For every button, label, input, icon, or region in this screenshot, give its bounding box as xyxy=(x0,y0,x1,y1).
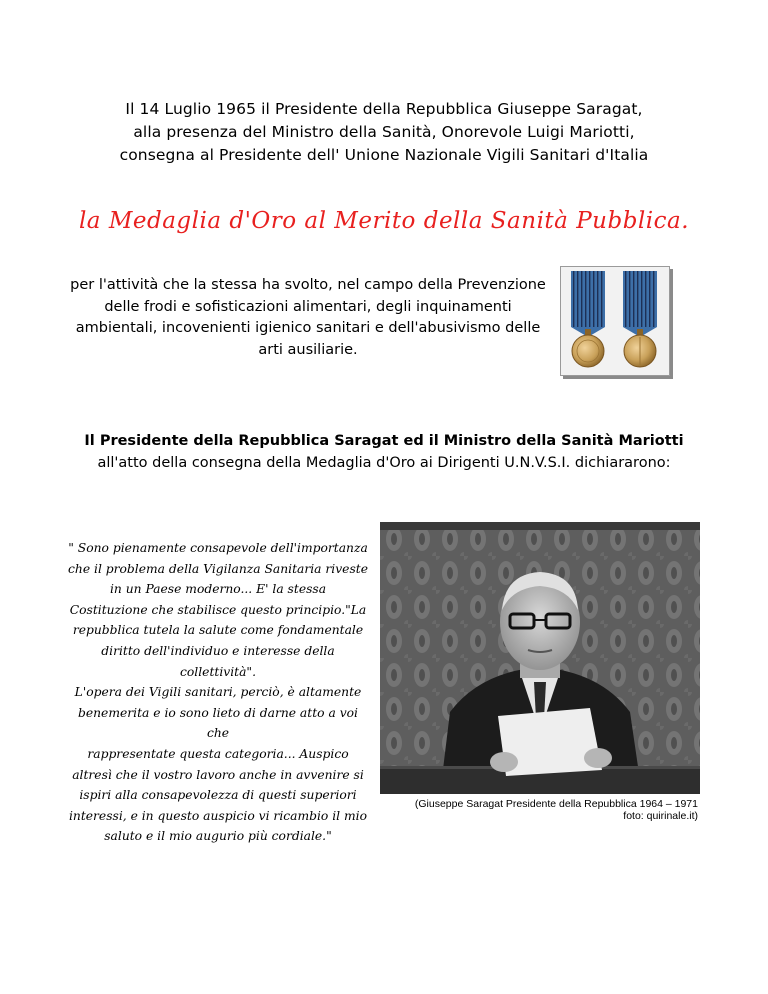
portrait-photo-icon xyxy=(380,522,700,794)
quote-line: interessi, e in questo auspicio vi ricambio il mio xyxy=(68,808,368,823)
statement-line: all'atto della consegna della Medaglia d'Oro ai Dirigenti U.N.V.S.I. dichiararono: xyxy=(97,455,671,471)
quote-line: ispiri alla consapevolezza di questi superiori xyxy=(79,788,357,803)
quote-line: repubblica tutela la salute come fondamentale xyxy=(72,623,364,638)
medal-headline: la Medaglia d'Oro al Merito della Sanità Pubblica. xyxy=(78,208,690,234)
saragat-photo xyxy=(380,522,700,794)
quote-line: Costituzione che stabilisce questo principio."La xyxy=(69,602,367,617)
intro-line: Il 14 Luglio 1965 il Presidente della Repubblica Giuseppe Saragat, xyxy=(125,100,643,118)
statement-bold-line: Il Presidente della Repubblica Saragat ed il Ministro della Sanità Mariotti xyxy=(84,433,684,449)
reason-line: delle frodi e sofisticazioni alimentari, degli inquinamenti xyxy=(104,298,512,315)
saragat-quote xyxy=(68,538,368,847)
quote-line: altresì che il vostro lavoro anche in avvenire si xyxy=(72,767,364,782)
quote-line: in un Paese moderno... E' la stessa xyxy=(109,582,327,597)
quote-line: " Sono pienamente consapevole dell'importanza xyxy=(68,541,368,555)
quote-line: rappresentate questa categoria... Auspico xyxy=(87,746,349,761)
quote-line: che il problema della Vigilanza Sanitaria riveste xyxy=(68,561,368,576)
reason-line: per l'attività che la stessa ha svolto, nel campo della Prevenzione xyxy=(70,277,546,293)
statement-paragraph xyxy=(60,430,708,474)
reason-line: ambientali, incovenienti igienico sanitari e dell'abusivismo delle xyxy=(75,320,541,336)
caption-credit: foto: quirinale.it) xyxy=(623,810,698,822)
intro-line: alla presenza del Ministro della Sanità, Onorevole Luigi Mariotti, xyxy=(133,123,635,141)
medal-image xyxy=(560,266,670,376)
quote-line: diritto dell'individuo e interesse della collettività". xyxy=(101,643,335,679)
reason-paragraph xyxy=(66,275,550,361)
intro-line: consegna al Presidente dell' Unione Nazionale Vigili Sanitari d'Italia xyxy=(119,146,649,164)
intro-paragraph xyxy=(60,98,708,167)
photo-caption xyxy=(380,798,698,822)
medals-icon xyxy=(561,267,669,375)
quote-line: saluto e il mio augurio più cordiale." xyxy=(104,829,332,844)
quote-line: benemerita e io sono lieto di darne atto a voi che xyxy=(77,705,358,741)
quote-line: L'opera dei Vigili sanitari, perciò, è altamente xyxy=(74,685,362,700)
reason-line: arti ausiliarie. xyxy=(258,341,358,358)
caption-line: (Giuseppe Saragat Presidente della Repubblica 1964 – 1971 xyxy=(414,798,698,810)
